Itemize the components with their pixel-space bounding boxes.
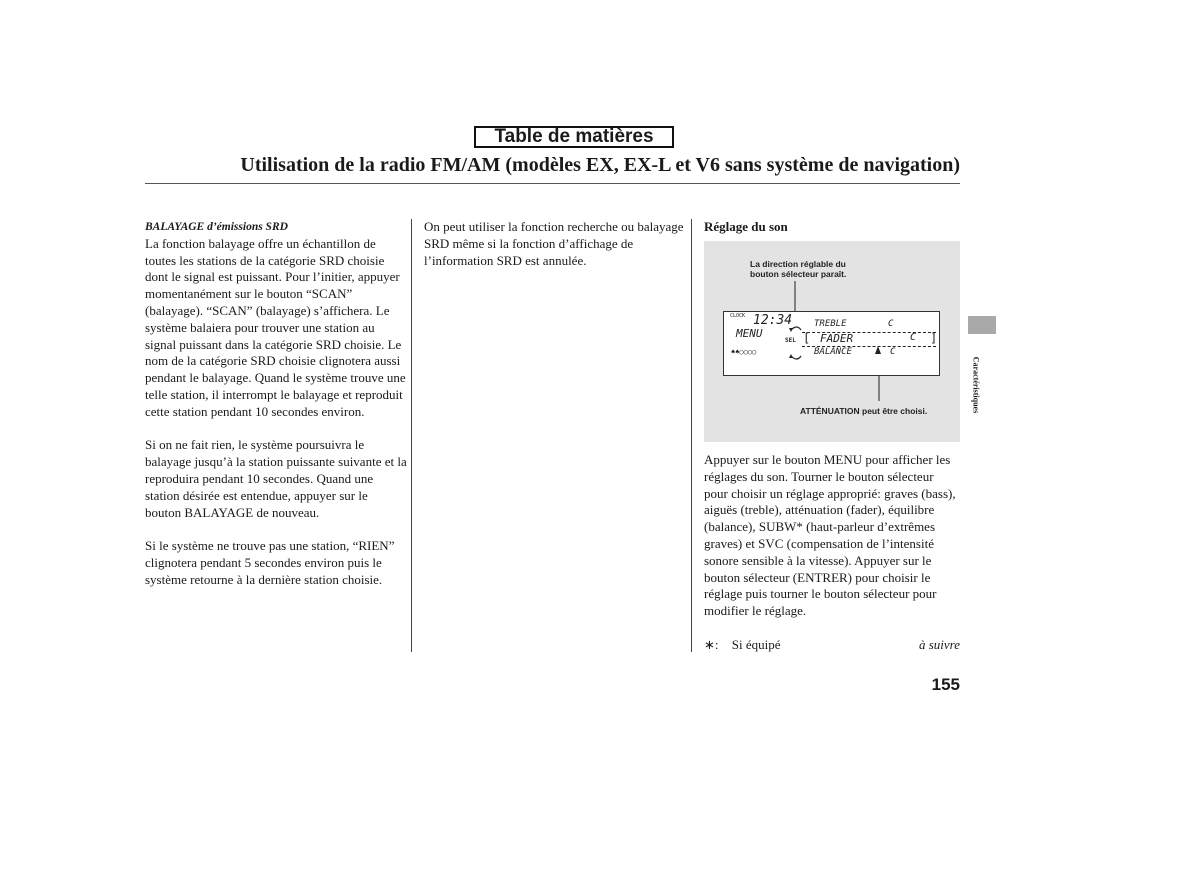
figure-caption-top: La direction réglable du bouton sélecteur paraît. [750, 259, 847, 279]
menu-indicator: MENU [736, 327, 763, 340]
clock-label: CLOCK [730, 313, 746, 319]
paragraph: On peut utiliser la fonction recherche ou balayage SRD même si la fonction d’affichage de l’information SRD est annulée. [424, 219, 684, 268]
page-number: 155 [931, 675, 960, 694]
continued-label: à suivre [918, 637, 960, 652]
up-arrow-icon [874, 345, 882, 357]
column-divider [411, 219, 412, 652]
footnote-mark: ∗: [704, 637, 719, 652]
column-middle [424, 219, 684, 286]
section-tab-marker [968, 316, 996, 334]
audio-display-figure [704, 241, 960, 442]
section-heading-sound: Réglage du son [704, 219, 788, 234]
paragraph: Appuyer sur le bouton MENU pour afficher les réglages du son. Tourner le bouton sélecteur pour choisir un réglage approprié: graves (bass), aiguës (treble), atténuation (fader), équilibre (balance), SUBW* (haut-parleur d’extrêmes graves) et SVC (compensation de l’intensité sonore sensible à la vitesse). Appuyer sur le bouton sélecteur (ENTRER) pour choisir le réglage puis tourner le bouton sélecteur pour modifier le réglage. [704, 452, 956, 619]
clock-time: 12:34 [753, 313, 793, 328]
sel-label: SEL [785, 337, 796, 344]
column-left [145, 219, 407, 605]
footnote [704, 637, 960, 653]
fader-value: C [910, 332, 917, 343]
paragraph: Si le système ne trouve pas une station, “RIEN” clignotera pendant 5 secondes environ puis le système retourne à la dernière station choisie. [145, 538, 395, 587]
table-of-contents-button[interactable]: Table de matières [474, 126, 674, 148]
balance-label: BALANCE [814, 347, 852, 357]
bracket-left: [ [803, 331, 811, 345]
bracket-right: ] [930, 331, 938, 345]
title-divider [145, 183, 960, 184]
column-right [704, 219, 960, 236]
fader-label: FADER [820, 332, 854, 345]
paragraph: La fonction balayage offre un échantillon de toutes les stations de la catégorie SRD choisie dont le signal est puissant. Pour l’initier, appuyer momentanément sur le bouton “SCAN” (balayage). “SCAN” (balayage) s’affichera. Le système balaiera pour trouver une station au signal puissant dans la catégorie SRD choisie. Le nom de la catégorie SRD choisie clignotera aussi pendant le balayage. Quand le système trouve une telle station, il interrompt le balayage et reproduit cette station pendant 10 secondes environ. [145, 235, 406, 419]
treble-value: C [888, 319, 894, 329]
preset-dots: ♠♠○○○○ [731, 348, 757, 356]
section-side-label: Caractéristiques [971, 356, 981, 414]
lcd-display [723, 311, 940, 376]
paragraph: Si on ne fait rien, le système poursuivra le balayage jusqu’à la station puissante suivante et la reproduira pendant 10 secondes. Quand une station désirée est entendue, appuyer sur le bouton BALAYAGE de nouveau. [145, 437, 407, 520]
section-heading-scan: BALAYAGE d’émissions SRD [145, 221, 288, 233]
sound-instructions [704, 452, 960, 637]
treble-label: TREBLE [814, 319, 847, 329]
page-title: Utilisation de la radio FM/AM (modèles EX, EX-L et V6 sans système de navigation) [240, 154, 960, 176]
balance-value: C [890, 347, 896, 357]
figure-caption-bottom: ATTÉNUATION peut être choisi. [800, 406, 928, 416]
footnote-text: Si équipé [731, 637, 781, 652]
column-divider [691, 219, 692, 652]
